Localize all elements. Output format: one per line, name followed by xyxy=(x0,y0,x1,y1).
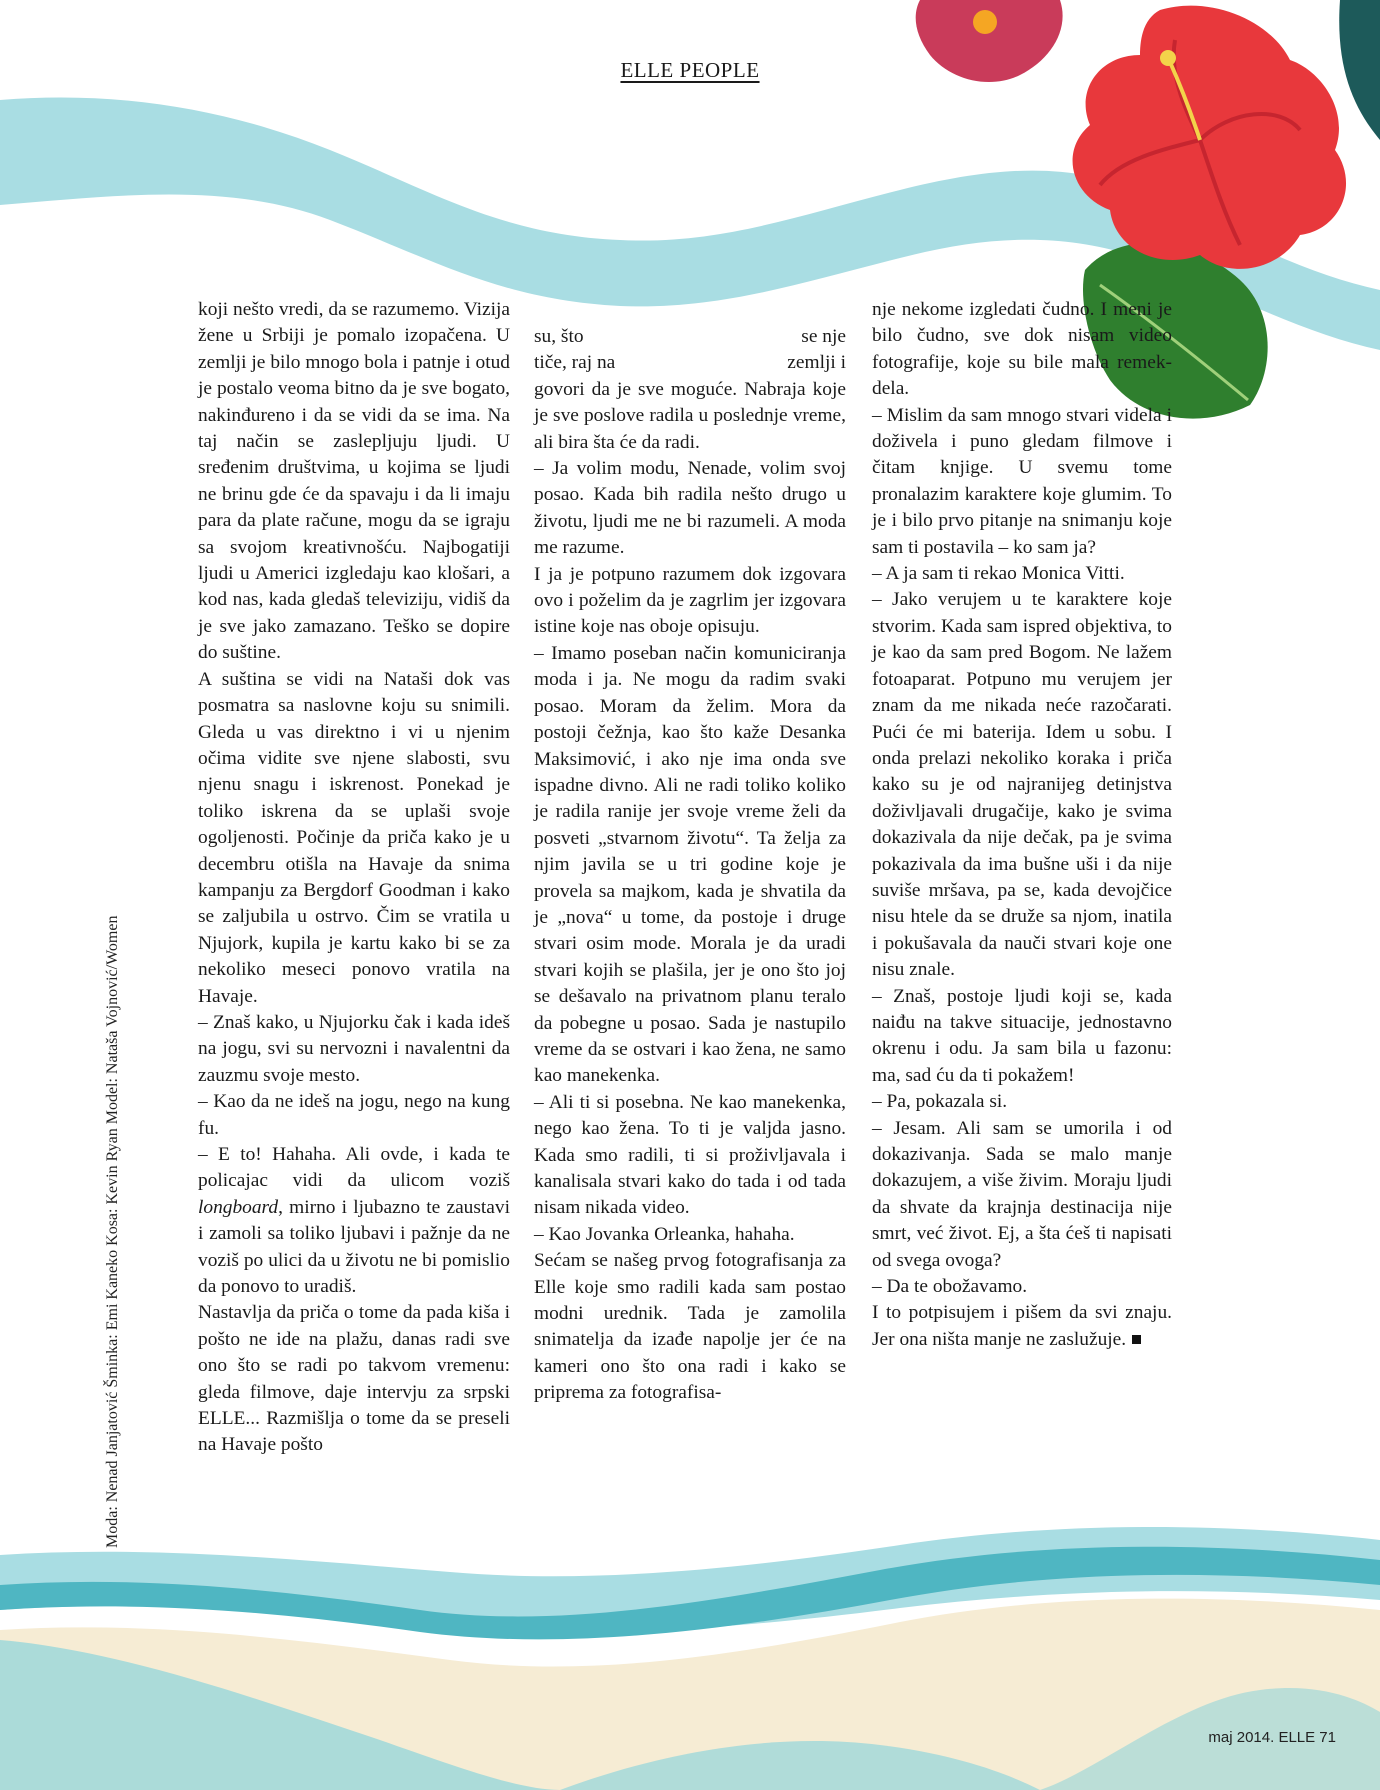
paragraph: – Imamo poseban način komuniciranja moda i ja. Ne mogu da radim svaki posao. Moram da želim. Mora da postoji čežnja, kao što kaže Desanka Maksimović, i ako nje ima onda sve ispadne divno. Ali ne radi toliko koliko je radila ranije jer svoje vreme želi da posveti „stvarnom životu“. Ta želja za njim javila se u tri godine koje je provela sa majkom, kada je shvatila da je „nova“ u tome, da postoje i druge stvari osim mode. Morala je da uradi stvari kojih se plašila, jer je ono što joj se dešavalo na privatnom planu teralo da pobegne u posao. Sada je nastupilo vreme da se ostvari i kao žena, ne samo kao manekenka. xyxy=(534,642,846,1087)
text-run: , mirno i ljubazno te zaustavi i zamoli sa toliko ljubavi i pažnje da ne voziš po ulici da u životu ne bi pomislio da ponovo to uradiš. xyxy=(198,1196,510,1298)
article-column-3 xyxy=(872,297,1172,1353)
text-run: tiče, raj na xyxy=(534,352,616,374)
paragraph: – Kao Jovanka Orleanka, hahaha. xyxy=(534,1223,795,1245)
text-run: zemlji i xyxy=(787,352,846,374)
page-folio: maj 2014. ELLE 71 xyxy=(1208,1729,1336,1746)
paragraph: koji nešto vredi, da se razumemo. Vizija žene u Srbiji je pomalo izopačena. U zemlji je bilo mnogo bola i patnje i otud je postalo veoma bitno da je sve bogato, nakinđureno i da se vidi da se ima. Na taj način se zaslepljuju ljudi. U sređenim društvima, u kojima se ljudi ne brinu gde će da spavaju i da li imaju para da plate račune, mogu da se igraju sa svojom kreativnošću. Najbogatiji ljudi u Americi izgledaju kao klošari, a kod nas, kada gledaš televiziju, vidiš da je sve jako zamazano. Teško se dopire do suštine. xyxy=(198,299,510,664)
article-column-1 xyxy=(198,297,510,1459)
paragraph: govori da je sve moguće. Nabraja koje je sve poslove radila u poslednje vreme, ali bira šta će da radi. xyxy=(534,378,846,453)
end-mark-icon xyxy=(1132,1335,1141,1344)
photo-credits: Moda: Nenad Janjatović Šminka: Emi Kaneko Kosa: Kevin Ryan Model: Nataša Vojnović/Women xyxy=(104,915,121,1548)
paragraph: Nastavlja da priča o tome da pada kiša i pošto ne ide na plažu, danas radi sve ono što se radi po takvom vremenu: gleda filmove, daje intervju za srpski ELLE... Razmišlja o tome da se preseli na Havaje pošto xyxy=(198,1302,510,1456)
paragraph: I ja je potpuno razumem dok izgovara ovo i poželim da je zagrlim jer izgovara istine koje nas oboje opisuju. xyxy=(534,563,846,638)
paragraph: – Ja volim modu, Nenade, volim svoj posao. Kada bih radila nešto drugo u životu, ljudi me ne bi razumeli. A moda me razume. xyxy=(534,458,846,559)
text-run: se nje xyxy=(801,326,846,347)
small-flower-center xyxy=(973,10,997,34)
paragraph: – Znaš, postoje ljudi koji se, kada naiđu na takve situacije, jednostavno okrenu i odu. Ja sam bila u fazonu: ma, sad ću da ti pokažem! xyxy=(872,985,1172,1086)
paragraph: – Mislim da sam mnogo stvari videla i doživela i puno gledam filmove i čitam knjige. U svemu tome pronalazim karaktere koje glumim. To je i bilo prvo pitanje na snimanju koje sam ti postavila – ko sam ja? xyxy=(872,404,1172,558)
gapped-line xyxy=(534,324,846,350)
text-run: I to potpisujem i pišem da svi znaju. Jer ona ništa manje ne zaslužuje. xyxy=(872,1302,1172,1350)
article-column-2 xyxy=(534,324,846,1407)
section-header xyxy=(0,58,1380,83)
paragraph: nje nekome izgledati čudno. I meni je bilo čudno, sve dok nisam video fotografije, koje su bile mala remek-dela. xyxy=(872,299,1172,400)
section-title: ELLE PEOPLE xyxy=(620,58,760,82)
paragraph: – Jako verujem u te karaktere koje stvorim. Kada sam ispred objektiva, to je kao da sam pred Bogom. Ne lažem fotoaparat. Potpuno mu verujem jer znam da me nikada neće razočarati. Pući će mi baterija. Idem u sobu. I onda prelazi nekoliko koraka i priča kako su je od najranijeg detinjstva doživljavali drugačije, kako je svima dokazivala da nije dečak, pa je svima pokazivala da ima bušne uši i da nije suviše mršava, pa se, kada devojčice nisu htele da se druže sa njom, inatila i pokušavala da nauči stvari koje one nisu znale. xyxy=(872,589,1172,981)
italic-term: longboard xyxy=(198,1196,279,1218)
paragraph: Sećam se našeg prvog fotografisanja za Elle koje smo radili kada sam postao modni urednik. Tada je zamolila snimatelja da izađe napolje jer će na kameri ono što ona radi i kako se priprema za fotografisa- xyxy=(534,1250,846,1404)
paragraph: – Pa, pokazala si. xyxy=(872,1091,1008,1113)
paragraph: – Znaš kako, u Njujorku čak i kada ideš na jogu, svi su nervozni i navalentni da zauzmu svoje mesto. xyxy=(198,1011,510,1086)
paragraph: – Ali ti si posebna. Ne kao manekenka, nego kao žena. To ti je valjda jasno. Kada smo radili, ti si proživljavala i kanalisala stvari kako do tada i od tada nisam nikada video. xyxy=(534,1091,846,1219)
gapped-line xyxy=(534,350,846,376)
text-run: – E to! Hahaha. Ali ovde, i kada te policajac vidi da ulicom voziš xyxy=(198,1144,510,1192)
paragraph: A suština se vidi na Nataši dok vas posmatra sa naslovne koju su snimili. Gleda u vas direktno i vi u njenim očima vidite sve njene slabosti, svu njenu snagu i iskrenost. Ponekad je toliko iskrena da se uplaši svoje ogoljenosti. Počinje da priča kako je u decembru otišla na Havaje da snima kampanju za Bergdorf Goodman i kako se zaljubila u ostrvo. Čim se vratila u Njujork, kupila je kartu kako bi se za nekoliko meseci ponovo vratila na Havaje. xyxy=(198,668,510,1007)
paragraph xyxy=(872,1300,1172,1353)
paragraph: – A ja sam ti rekao Monica Vitti. xyxy=(872,563,1125,585)
paragraph xyxy=(198,1142,510,1300)
text-run: su, što xyxy=(534,326,584,347)
paragraph: – Kao da ne ideš na jogu, nego na kung fu. xyxy=(198,1091,510,1139)
paragraph: – Da te obožavamo. xyxy=(872,1276,1028,1298)
paragraph: – Jesam. Ali sam se umorila i od dokazivanja. Sada se malo manje dokazujem, a više živim. Moraju ljudi da shvate da krajnja destinacija nije smrt, već život. Ej, a šta ćeš ti napisati od svega ovoga? xyxy=(872,1117,1172,1271)
